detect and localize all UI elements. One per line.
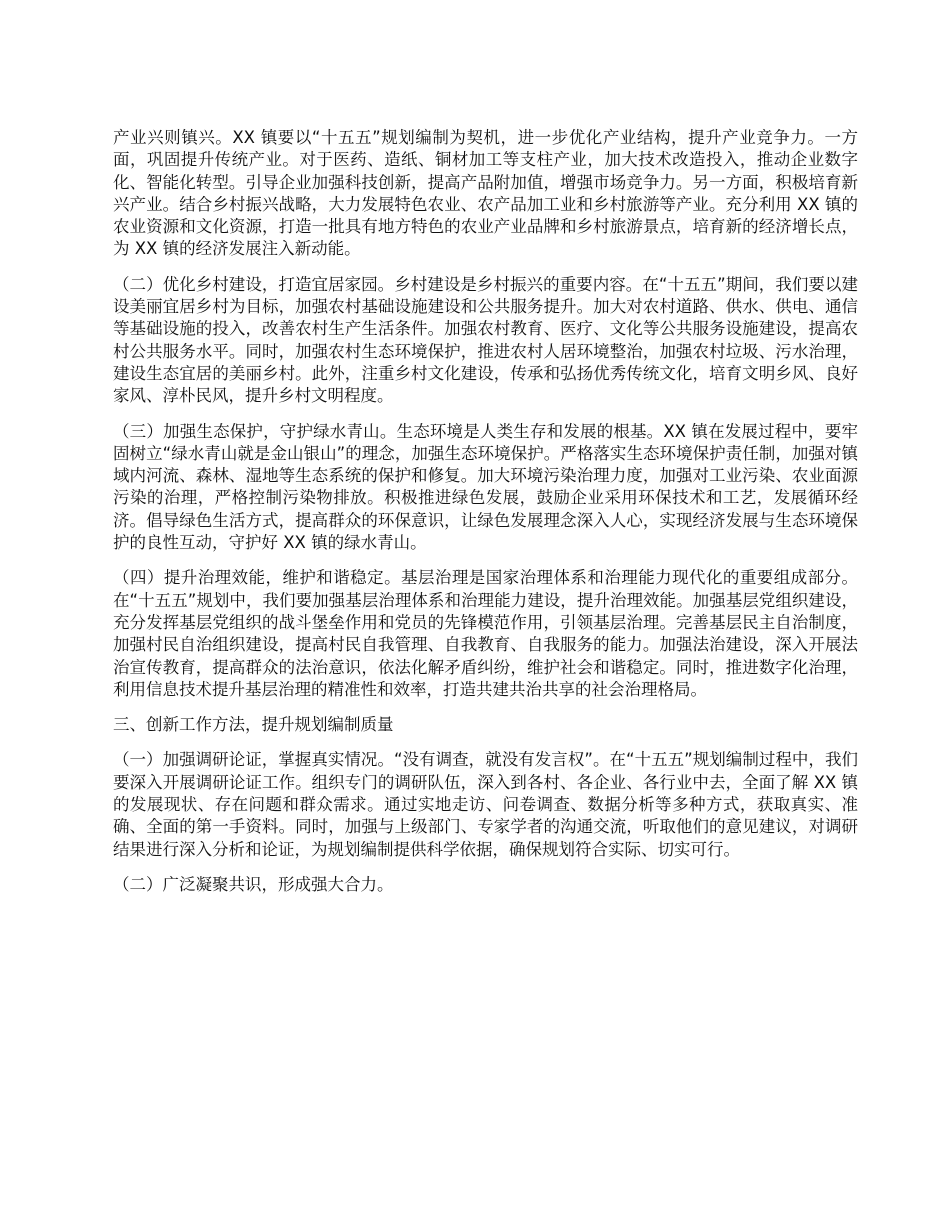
document-body: [113, 127, 858, 909]
paragraph-ecology: （三）加强生态保护，守护绿水青山。生态环境是人类生存和发展的根基。XX 镇在发展过程中，要牢固树立“绿水青山就是金山银山”的理念，加强生态环境保护。严格落实生态环境保护责任制，加强对镇域内河流、森林、湿地等生态系统的保护和修复。加大环境污染治理力度，加强对工业污染、农业面源污染的治理，严格控制污染物排放。积极推进绿色发展，鼓励企业采用环保技术和工艺，发展循环经济。倡导绿色生活方式，提高群众的环保意识，让绿色发展理念深入人心，实现经济发展与生态环境保护的良性互动，守护好 XX 镇的绿水青山。: [113, 421, 858, 553]
paragraph-research: （一）加强调研论证，掌握真实情况。“没有调查，就没有发言权”。在“十五五”规划编制过程中，我们要深入开展调研论证工作。组织专门的调研队伍，深入到各村、各企业、各行业中去，全面了解 XX 镇的发展现状、存在问题和群众需求。通过实地走访、问卷调查、数据分析等多种方式，获取真实、准确、全面的第一手资料。同时，加强与上级部门、专家学者的沟通交流，听取他们的意见建议，对调研结果进行深入分析和论证，为规划编制提供科学依据，确保规划符合实际、切实可行。: [113, 750, 858, 859]
paragraph-industry: 产业兴则镇兴。XX 镇要以“十五五”规划编制为契机，进一步优化产业结构，提升产业竞争力。一方面，巩固提升传统产业。对于医药、造纸、铜材加工等支柱产业，加大技术改造投入，推动企业数字化、智能化转型。引导企业加强科技创新，提高产品附加值，增强市场竞争力。另一方面，积极培育新兴产业。结合乡村振兴战略，大力发展特色农业、农产品加工业和乡村旅游等产业。充分利用 XX 镇的农业资源和文化资源，打造一批具有地方特色的农业产业品牌和乡村旅游景点，培育新的经济增长点，为 XX 镇的经济发展注入新动能。: [113, 128, 858, 259]
section-heading: 三、创新工作方法，提升规划编制质量: [113, 715, 394, 735]
paragraph-consensus: （二）广泛凝聚共识，形成强大合力。: [113, 874, 394, 894]
paragraph-rural-construction: （二）优化乡村建设，打造宜居家园。乡村建设是乡村振兴的重要内容。在“十五五”期间，我们要以建设美丽宜居乡村为目标，加强农村基础设施建设和公共服务提升。加大对农村道路、供水、供电、通信等基础设施的投入，改善农村生产生活条件。加强农村教育、医疗、文化等公共服务设施建设，提高农村公共服务水平。同时，加强农村生态环境保护，推进农村人居环境整治，加强农村垃圾、污水治理，建设生态宜居的美丽乡村。此外，注重乡村文化建设，传承和弘扬优秀传统文化，培育文明乡风、良好家风、淳朴民风，提升乡村文明程度。: [113, 274, 858, 406]
paragraph-governance: （四）提升治理效能，维护和谐稳定。基层治理是国家治理体系和治理能力现代化的重要组成部分。在“十五五”规划中，我们要加强基层治理体系和治理能力建设，提升治理效能。加强基层党组织建设，充分发挥基层党组织的战斗堡垒作用和党员的先锋模范作用，引领基层治理。完善基层民主自治制度，加强村民自治组织建设，提高村民自我管理、自我教育、自我服务的能力。加强法治建设，深入开展法治宣传教育，提高群众的法治意识，依法化解矛盾纠纷，维护社会和谐稳定。同时，推进数字化治理，利用信息技术提升基层治理的精准性和效率，打造共建共治共享的社会治理格局。: [113, 568, 858, 699]
